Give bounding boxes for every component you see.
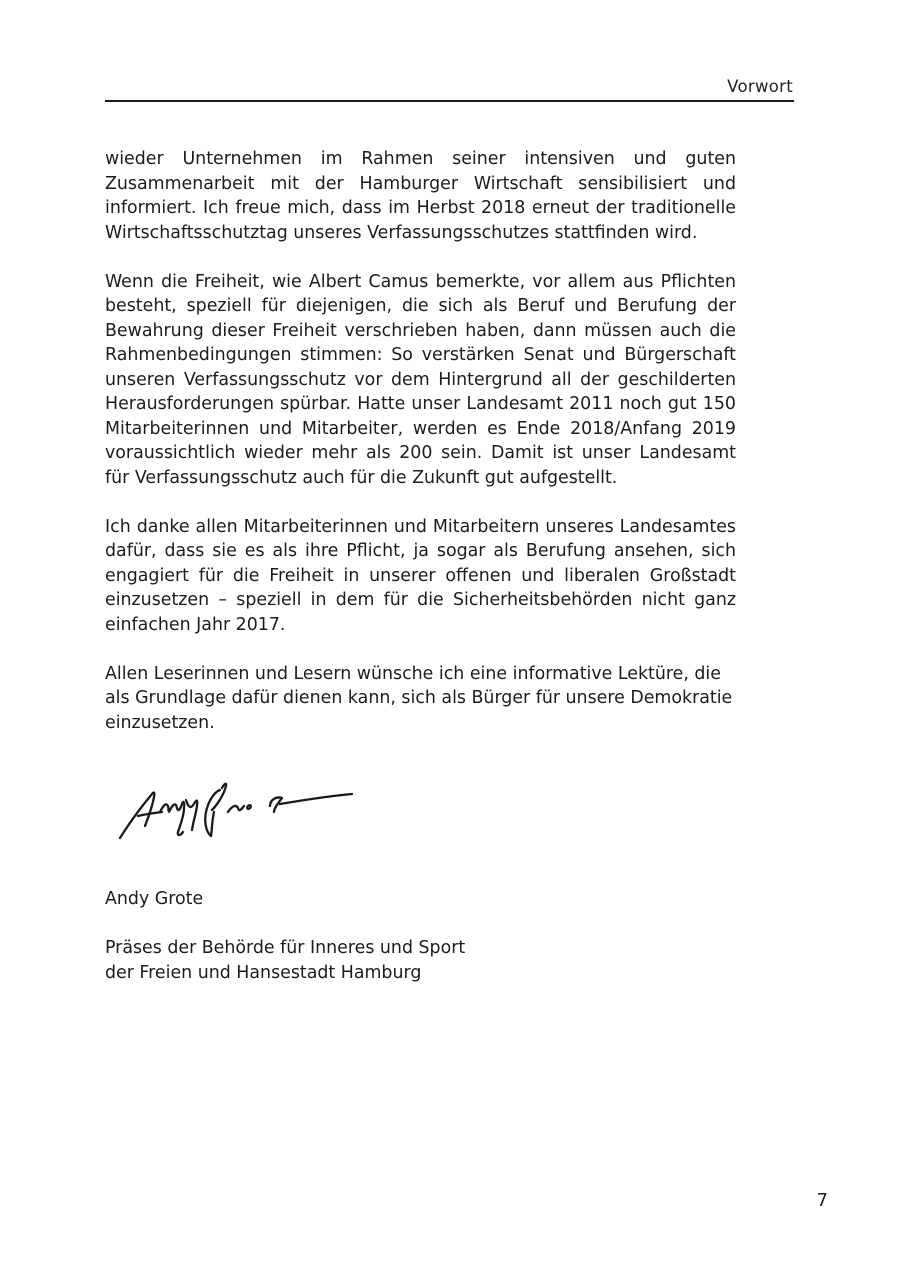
handwritten-signature <box>108 760 358 860</box>
paragraph-1: wieder Unternehmen im Rahmen seiner intensiven und guten Zusammenarbeit mit der Hamburger Wirtschaft sensibilisiert und informiert. Ich freue mich, dass im Herbst 2018 erneut der traditionelle Wirtschaftsschutztag unseres Verfassungsschutzes stattfinden wird. <box>105 149 736 243</box>
signer-title-line-1: Präses der Behörde für Inneres und Sport <box>105 938 466 958</box>
section-header-title: Vorwort <box>727 77 793 96</box>
signer-title <box>105 936 465 985</box>
paragraph-4: Allen Leserinnen und Lesern wünsche ich eine informative Lektüre, die als Grundlage dafür dienen kann, sich als Bürger für unsere Demokratie einzusetzen. <box>105 663 733 733</box>
foreword-body <box>105 147 736 760</box>
page-number: 7 <box>816 1190 828 1211</box>
paragraph-2: Wenn die Freiheit, wie Albert Camus bemerkte, vor allem aus Pflichten besteht, speziell für diejenigen, die sich als Beruf und Berufung der Bewahrung dieser Freiheit verschrieben haben, dann müssen auch die Rahmenbedingungen stimmen: So verstärken Senat und Bürgerschaft unseren Verfassungsschutz vor dem Hintergrund all der geschilderten Herausforderungen spürbar. Hatte unser Landesamt 2011 noch gut 150 Mitarbeiterinnen und Mitarbeiter, werden es Ende 2018/Anfang 2019 voraussichtlich wieder mehr als 200 sein. Damit ist unser Landesamt für Verfassungsschutz auch für die Zukunft gut aufgestellt. <box>105 271 736 488</box>
header-divider <box>105 100 794 102</box>
signer-name: Andy Grote <box>105 889 204 909</box>
signer-title-line-2: der Freien und Hansestadt Hamburg <box>105 962 422 983</box>
paragraph-3: Ich danke allen Mitarbeiterinnen und Mitarbeitern unseres Landesamtes dafür, dass sie es als ihre Pflicht, ja sogar als Berufung ansehen, sich engagiert für die Freiheit in unserer offenen und liberalen Großstadt einzusetzen – speziell in dem für die Sicherheitsbehörden nicht ganz einfachen Jahr 2017. <box>105 516 736 635</box>
